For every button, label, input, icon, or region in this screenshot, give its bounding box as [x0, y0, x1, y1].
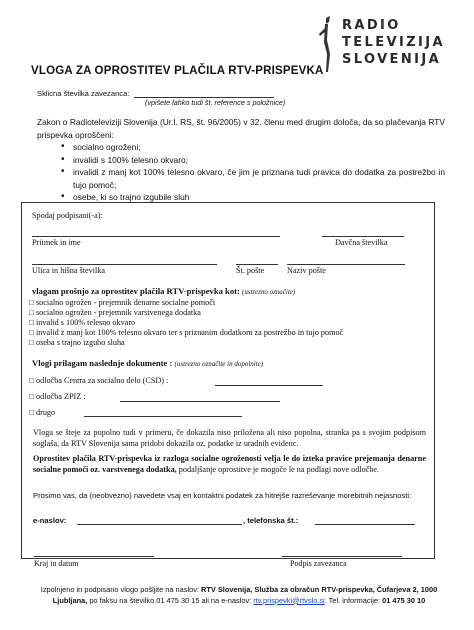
footer [34, 585, 444, 606]
docs-heading [32, 358, 263, 368]
form-title: VLOGA ZA OPROSTITEV PLAČILA RTV-PRISPEVKA [31, 65, 324, 77]
tax-number-label: Davčna številka [335, 238, 388, 247]
option-label: socialno ogrožen - prejemnik denarne socialne pomoči [36, 298, 216, 307]
checkbox[interactable] [29, 338, 34, 347]
form-box [21, 202, 435, 559]
checkbox[interactable] [29, 392, 34, 401]
tax-number-field[interactable] [322, 236, 404, 237]
email-field[interactable] [77, 524, 242, 525]
request-heading [32, 286, 295, 296]
signed-label: Spodaj podpisani(-a): [32, 211, 103, 220]
option-row[interactable] [29, 318, 135, 328]
post-number-label: Št. pošte [236, 266, 265, 275]
footer-address: RTV Slovenija, Služba za obračun RTV-prispevka, Čufarjeva 2, 1000 Ljubljana, [52, 585, 438, 605]
street-label: Ulica in hišna številka [32, 266, 105, 275]
checkbox[interactable] [29, 328, 34, 337]
name-field[interactable] [32, 236, 280, 237]
doc-label: drugo [36, 408, 56, 417]
contact-text: Prosimo vas, da (neobvezno) navedete vsaj en kontaktni podatek za hitrejše razreševanje morebitnih nejasnosti: [33, 491, 412, 500]
doc-csd-field[interactable] [215, 385, 323, 386]
exemption-item: • invalidi s 100% telesno okvaro; [73, 154, 445, 167]
reference-label: Sklicna številka zavezanca: [37, 89, 132, 98]
signature-field[interactable] [282, 556, 402, 557]
option-label: socialno ogrožen - prejemnik varstvenega dodatka [36, 308, 201, 317]
doc-zpiz-field[interactable] [120, 401, 280, 402]
option-label: invalid z manj kot 100% telesno okvaro ter s priznanim dodatkom za postrežbo in tujo pomoč [36, 328, 344, 337]
option-label: oseba s trajno izgubo sluha [36, 338, 125, 347]
footer-phone: 01 475 30 10 [382, 595, 426, 605]
option-label: invalid s 100% telesno okvaro [36, 318, 136, 327]
intro-text: Zakon o Radioteleviziji Slovenija (Ur.l. RS, št. 96/2005) v 32. členu med drugim določa, da so plačevanja RTV prispevka oproščeni: [37, 117, 445, 140]
exemption-item: • invalidi z manj kot 100% telesno okvaro, če jim je priznana tudi pravica do dodatka za postrežbo in tujo pomoč; [73, 166, 445, 191]
post-name-label: Naziv pošte [287, 266, 326, 275]
option-row[interactable] [29, 338, 125, 348]
option-row[interactable] [29, 298, 215, 308]
checkbox[interactable] [29, 308, 34, 317]
doc-row[interactable] [29, 392, 86, 402]
post-name-field[interactable] [287, 264, 405, 265]
doc-row[interactable] [29, 408, 55, 418]
note-validity [33, 454, 426, 475]
exemption-list [37, 141, 445, 204]
option-row[interactable] [29, 308, 201, 318]
docs-hint: (ustrezno označite in dopolnite) [174, 360, 264, 368]
reference-row [37, 89, 274, 98]
reference-hint: (vpišete lahko tudi št. reference s položnice) [145, 98, 286, 107]
doc-label: odločba Centra za socialno delo (CSD) : [36, 376, 169, 385]
checkbox[interactable] [29, 408, 34, 417]
signature-label: Podpis zavezanca [290, 559, 347, 568]
doc-label: odločba ZPIZ : [36, 392, 86, 401]
checkbox[interactable] [29, 298, 34, 307]
street-field[interactable] [32, 264, 217, 265]
logo-line-1: RADIO [342, 18, 401, 33]
request-hint: (ustrezno označite) [242, 288, 296, 296]
footer-phone-pre: . Tel. informacije: [324, 595, 383, 605]
surname-name-label: Priimek in ime [32, 238, 81, 247]
footer-email-link[interactable]: rtv.prispevki@rtvslo.si [253, 595, 325, 605]
footer-mid: po faksu na številko 01 475 30 15 ali na e-naslov: [87, 595, 254, 605]
exemption-item: • osebe, ki so trajno izgubile sluh [73, 191, 445, 204]
place-date-field[interactable] [34, 556, 154, 557]
note-evidence: Vloga se šteje za popolno tudi v primeru, če dokazila niso priložena ali niso popolna, stranka pa s svojim podpisom soglaša, da RTV Slovenija sama pridobi dokazila oz. podatke iz uradnih evidenc. [33, 428, 426, 448]
footer-pre: Izpolnjeno in podpisano vlogo pošljite na naslov: [40, 585, 202, 594]
logo-line-2: TELEVIZIJA [342, 35, 445, 50]
request-heading-text: vlagam prošnjo za oprostitev plačila RTV-prispevka kot: [32, 286, 240, 296]
note-validity-bold: Oprostitev plačila RTV-prispevka iz razloga socialne ogroženosti velja le do izteka pravice prejemanja denarne socialne pomoči oz. varstvenega dodatka, [33, 454, 426, 474]
exemption-item: • socialno ogroženi; [73, 141, 445, 154]
intro-section [37, 116, 445, 204]
email-label: e-naslov: [33, 516, 67, 525]
checkbox[interactable] [29, 376, 34, 385]
option-row[interactable] [29, 328, 343, 338]
post-number-field[interactable] [236, 264, 278, 265]
note-validity-rest: podaljšanje oprostitve je mogoče le na podlagi nove odločbe. [176, 464, 380, 474]
doc-row[interactable] [29, 376, 168, 386]
place-date-label: Kraj in datum [34, 559, 79, 568]
doc-other-field[interactable] [84, 416, 242, 417]
phone-label: , telefonska št.: [243, 516, 299, 525]
logo-line-3: SLOVENIJA [342, 52, 442, 67]
rtv-logo [316, 14, 446, 74]
docs-heading-text: Vlogi prilagam naslednje dokumente : [32, 358, 173, 368]
phone-field[interactable] [315, 524, 415, 525]
checkbox[interactable] [29, 318, 34, 327]
